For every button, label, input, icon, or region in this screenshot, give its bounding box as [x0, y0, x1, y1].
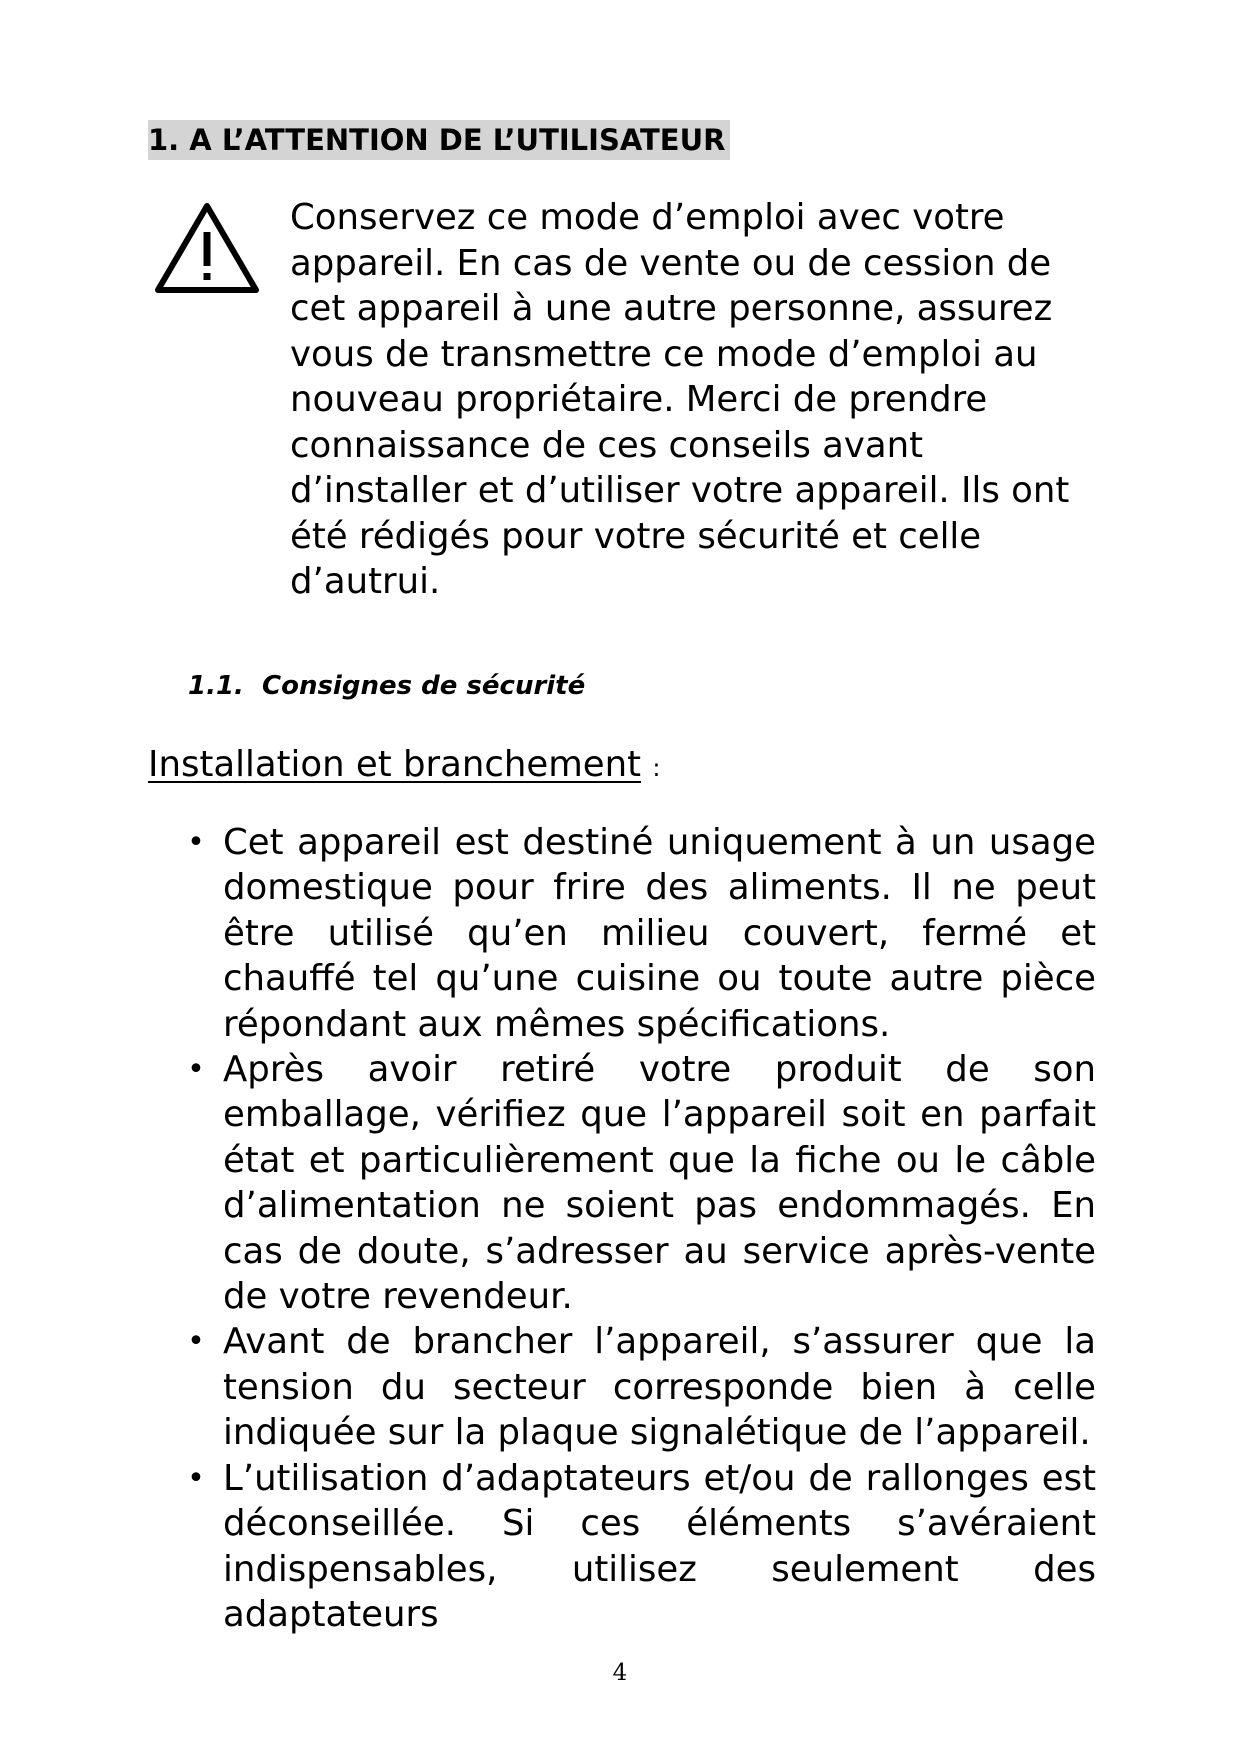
intro-paragraph: Conservez ce mode d’emploi avec votre appareil. En cas de vente ou de cession de cet appareil à une autre personne, assurez vous de transmettre ce mode d’emploi au nouveau propriétaire. Merci de prendre connaissance de ces conseils avant d’installer et d’utiliser votre appareil. Ils ont été rédigés pour votre sécurité et celle d’autrui.: [290, 197, 1070, 602]
bullet-icon: •: [187, 825, 205, 860]
topic-heading: [148, 742, 660, 791]
bullet-icon: •: [187, 1324, 205, 1360]
list-item-text: L’utilisation d’adaptateurs et/ou de rallonges est déconseillée. Si ces éléments s’avéraient indispensables, utilisez seulement des adaptateurs: [223, 1457, 1096, 1635]
section-heading: 1. A L’ATTENTION DE L’UTILISATEUR: [148, 120, 730, 160]
list-item: [186, 1047, 1096, 1319]
list-item-text: Avant de brancher l’appareil, s’assurer que la tension du secteur corresponde bien à celle indiquée sur la plaque signalétique de l’appareil.: [223, 1321, 1096, 1454]
bullet-icon: •: [187, 1460, 205, 1496]
warning-triangle-icon: [152, 198, 262, 298]
list-item-text: Cet appareil est destiné uniquement à un usage domestique pour frire des aliments. Il ne peut être utilisé qu’en milieu couvert, fermé et chauffé tel qu’une cuisine ou toute autre pièce répondant aux mêmes spécifications.: [223, 822, 1096, 1045]
list-item: [186, 1319, 1096, 1455]
safety-bullet-list: [186, 820, 1096, 1637]
subsection-number: 1.1.: [188, 671, 244, 701]
list-item-text: Après avoir retiré votre produit de son emballage, vérifiez que l’appareil soit en parfait état et particulièrement que la fiche ou le câble d’alimentation ne soient pas endommagés. En cas de doute, s’adresser au service après-vente de votre revendeur.: [223, 1049, 1096, 1318]
page-number: 4: [612, 1660, 628, 1686]
topic-colon: :: [652, 754, 661, 782]
subsection-heading: [188, 668, 585, 704]
topic-title: Installation et branchement: [148, 744, 642, 785]
list-item: [186, 820, 1096, 1047]
bullet-icon: •: [187, 1052, 205, 1088]
list-item: [186, 1456, 1096, 1638]
subsection-title: Consignes de sécurité: [262, 671, 586, 701]
